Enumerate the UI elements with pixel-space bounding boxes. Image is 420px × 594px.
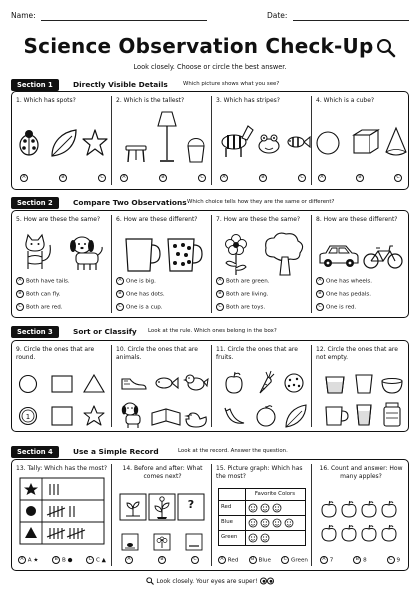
question-12 <box>312 341 408 431</box>
picture-graph <box>218 488 306 546</box>
cookie-icon <box>285 374 303 392</box>
option-b-circle[interactable]: B <box>116 290 124 298</box>
choice-c[interactable]: C <box>98 174 106 182</box>
question-8 <box>312 211 408 317</box>
choice-a-circle[interactable]: A <box>218 556 226 564</box>
bucket-icon <box>188 139 204 163</box>
eyes-icon <box>260 577 274 585</box>
section-3-tag: Section 3 <box>11 326 59 338</box>
choice-b-text: Blue <box>258 557 271 564</box>
magnifier-icon <box>376 38 396 58</box>
apple-icon <box>322 501 336 517</box>
choice-red[interactable] <box>218 556 238 564</box>
choice-b[interactable]: B <box>158 556 166 564</box>
choice-b-circle[interactable]: B <box>52 556 60 564</box>
choice-b-circle[interactable]: B <box>353 556 361 564</box>
choice-c[interactable]: C <box>298 174 306 182</box>
question-16-text: 16. Count and answer: How many apples? <box>319 465 403 480</box>
section-4-title: Use a Simple Record <box>73 447 159 456</box>
option-b[interactable] <box>216 290 268 299</box>
question-14 <box>112 460 211 570</box>
apple-group <box>320 498 402 544</box>
choice-a-circle[interactable]: A <box>18 556 26 564</box>
question-13-text: 13. Tally: Which has the most? <box>16 465 108 472</box>
question-10-pictures <box>120 373 208 429</box>
graph-row-label: Red <box>221 504 232 510</box>
option-c[interactable] <box>216 303 265 312</box>
option-b-text: One has dots. <box>126 291 165 298</box>
ladybug-icon <box>20 130 38 155</box>
triangle-icon <box>84 375 104 392</box>
choice-c-text: C ▲ <box>96 557 106 564</box>
cat-icon <box>26 235 50 269</box>
book-icon <box>152 409 180 425</box>
box-icon <box>52 407 72 425</box>
apple-icon <box>362 525 376 541</box>
name-date-row <box>11 11 409 25</box>
tree-icon <box>266 233 303 275</box>
choice-a[interactable]: A <box>120 174 128 182</box>
option-c[interactable] <box>116 303 163 312</box>
question-10 <box>112 341 211 431</box>
bird-icon <box>183 375 208 390</box>
question-1-choices <box>20 174 106 182</box>
page-subtitle: Look closely. Choose or circle the best answer. <box>133 63 287 71</box>
question-12-text: 12. Circle the ones that are not empty. <box>316 346 398 361</box>
bicycle-icon <box>364 246 402 268</box>
question-6-pictures <box>122 235 204 273</box>
section-4-hint: Look at the record. Answer the question. <box>178 448 288 454</box>
choice-a[interactable]: A <box>125 556 133 564</box>
choice-b-text: B ● <box>61 557 73 564</box>
name-label: Name: <box>11 11 36 20</box>
shoe-icon <box>122 379 146 389</box>
date-line[interactable] <box>293 20 409 21</box>
option-a-circle[interactable]: A <box>216 277 224 285</box>
question-1 <box>12 92 111 189</box>
question-4-choices <box>318 174 402 182</box>
sequence-answer-pictures <box>122 534 202 552</box>
section-2-tag: Section 2 <box>11 197 59 209</box>
option-a-text: Both have tails. <box>26 278 70 285</box>
question-2-text: 2. Which is the tallest? <box>116 97 185 104</box>
square-icon <box>52 376 72 392</box>
circle-icon <box>20 376 37 393</box>
choice-b[interactable]: B <box>59 174 67 182</box>
option-a-text: One is big. <box>126 278 156 285</box>
fish-icon <box>156 378 178 388</box>
choice-c-text: 9 <box>396 557 400 564</box>
option-a-circle[interactable]: A <box>16 277 24 285</box>
apple-icon <box>322 525 336 541</box>
bowl-icon <box>382 379 402 394</box>
question-13 <box>12 460 111 570</box>
choice-b[interactable]: B <box>356 174 364 182</box>
choice-b[interactable]: B <box>259 174 267 182</box>
question-3-choices <box>220 174 306 182</box>
dog-icon <box>122 403 140 428</box>
option-c-circle[interactable]: C <box>16 303 24 311</box>
option-c-text: One is red. <box>326 304 357 311</box>
option-b[interactable] <box>16 290 60 299</box>
page-title-text: Science Observation Check-Up <box>23 34 374 58</box>
footer <box>0 577 420 585</box>
car-icon <box>320 246 358 267</box>
question-3-text: 3. Which has stripes? <box>216 97 280 104</box>
question-2-choices <box>120 174 206 182</box>
page-title <box>0 34 420 58</box>
choice-a-text: 7 <box>329 557 334 564</box>
choice-a[interactable]: A <box>318 174 326 182</box>
banana-icon <box>225 408 244 423</box>
section-1-header <box>11 79 409 91</box>
question-4-text: 4. Which is a cube? <box>316 97 375 104</box>
cube-icon <box>354 130 378 153</box>
apple-icon <box>342 525 356 541</box>
puppy-icon <box>70 237 102 270</box>
option-c-text: One is a cup. <box>126 304 163 311</box>
option-b-circle[interactable]: B <box>316 290 324 298</box>
tally-chart <box>20 478 104 546</box>
stool-icon <box>126 146 146 162</box>
circle-shape-icon <box>317 132 339 154</box>
question-3 <box>212 92 311 189</box>
choice-c-circle[interactable]: C <box>387 556 395 564</box>
section-1-tag: Section 1 <box>11 79 59 91</box>
question-8-text: 8. How are these different? <box>316 216 398 223</box>
apple-icon <box>382 501 396 517</box>
question-4 <box>312 92 408 189</box>
option-b-circle[interactable]: B <box>16 290 24 298</box>
cone-icon <box>386 128 406 155</box>
choice-blue[interactable] <box>249 556 271 564</box>
question-7 <box>212 211 311 317</box>
jar-icon <box>384 403 400 426</box>
question-9-pictures <box>18 375 106 427</box>
flower-icon <box>226 235 247 276</box>
empty-mug-icon <box>326 407 348 425</box>
option-b-text: One has pedals. <box>326 291 372 298</box>
coin-icon <box>20 408 37 425</box>
question-11 <box>212 341 311 431</box>
option-c-circle[interactable]: C <box>116 303 124 311</box>
floor-lamp-icon <box>158 112 176 161</box>
choice-8[interactable] <box>353 556 366 564</box>
section-2-header <box>11 197 409 209</box>
carrot-icon <box>260 371 274 393</box>
apple-icon <box>342 501 356 517</box>
option-c-circle[interactable]: C <box>316 303 324 311</box>
apple-icon <box>362 501 376 517</box>
question-7-pictures <box>222 231 306 275</box>
empty-glass-icon <box>356 375 372 393</box>
option-c-text: Both are red. <box>26 304 63 311</box>
option-a-text: Both are green. <box>226 278 270 285</box>
smiley-marks <box>247 501 305 546</box>
option-a[interactable] <box>116 277 156 286</box>
section-4-tag: Section 4 <box>11 446 59 458</box>
choice-c-text: Green <box>291 557 308 564</box>
option-a[interactable] <box>16 277 70 286</box>
starfish-icon <box>83 130 107 155</box>
choice-c-circle[interactable]: C <box>281 556 289 564</box>
question-10-text: 10. Circle the ones that are animals. <box>116 346 198 361</box>
svg-text:1: 1 <box>25 413 31 421</box>
section-4-box <box>11 459 409 571</box>
choice-b-circle[interactable]: B <box>249 556 257 564</box>
choice-a[interactable]: A <box>20 174 28 182</box>
choice-c-circle[interactable]: C <box>86 556 94 564</box>
section-2-title: Compare Two Observations <box>73 198 187 207</box>
question-3-pictures <box>220 124 308 158</box>
section-3-box <box>11 340 409 432</box>
duck-icon <box>184 413 206 427</box>
apple-icon <box>226 372 242 393</box>
choice-7[interactable] <box>320 556 333 564</box>
option-a-circle[interactable]: A <box>316 277 324 285</box>
graph-row-label: Blue <box>221 519 233 525</box>
section-2-hint: Which choice tells how they are the same or different? <box>187 199 335 205</box>
question-2 <box>112 92 211 189</box>
choice-9[interactable] <box>387 556 400 564</box>
section-3-header <box>11 326 409 338</box>
question-13-choices <box>18 556 106 564</box>
question-11-text: 11. Circle the ones that are fruits. <box>216 346 298 361</box>
choice-c[interactable]: C <box>394 174 402 182</box>
option-a-circle[interactable]: A <box>116 277 124 285</box>
choice-triangle[interactable] <box>86 556 106 564</box>
dot-icon <box>26 506 36 516</box>
choice-dot[interactable] <box>52 556 72 564</box>
footer-text: Look closely. Your eyes are super! <box>156 578 258 585</box>
choice-green[interactable] <box>281 556 308 564</box>
choice-a-text: Red <box>227 557 239 564</box>
question-6 <box>112 211 211 317</box>
option-c-circle[interactable]: C <box>216 303 224 311</box>
option-c-text: Both are toys. <box>226 304 266 311</box>
question-5-text: 5. How are these the same? <box>16 216 101 223</box>
option-b-text: Both are living. <box>226 291 269 298</box>
full-bucket-icon <box>326 377 344 393</box>
apple-icon <box>382 525 396 541</box>
option-b[interactable] <box>316 290 371 299</box>
section-1-box <box>11 91 409 190</box>
question-15-choices <box>218 556 308 564</box>
question-15 <box>212 460 311 570</box>
question-9 <box>12 341 111 431</box>
option-b[interactable] <box>116 290 165 299</box>
zebra-icon <box>222 126 253 157</box>
star-icon <box>84 406 104 425</box>
section-3-hint: Look at the rule. Which ones belong in the box? <box>148 328 277 334</box>
full-glass-icon <box>357 405 371 425</box>
option-c[interactable] <box>316 303 356 312</box>
orange-icon <box>257 406 275 426</box>
option-a[interactable] <box>316 277 372 286</box>
dotted-cup-icon <box>168 239 202 271</box>
question-7-text: 7. How are these the same? <box>216 216 301 223</box>
frog-icon <box>259 135 279 153</box>
choice-a-text: A ★ <box>27 557 39 564</box>
question-16-choices <box>320 556 400 564</box>
question-6-text: 6. How are these different? <box>116 216 198 223</box>
section-1-hint: Which picture shows what you see? <box>183 81 280 87</box>
question-9-text: 9. Circle the ones that are round. <box>16 346 95 361</box>
section-4-header <box>11 446 409 458</box>
question-8-pictures <box>318 241 404 271</box>
magnifier-icon <box>146 577 154 585</box>
plain-cup-icon <box>126 239 160 271</box>
question-14-text: 14. Before and after: What comes next? <box>122 465 203 480</box>
leaf-icon <box>286 405 306 427</box>
date-label: Date: <box>267 11 288 20</box>
choice-b[interactable]: B <box>159 174 167 182</box>
question-14-choices <box>125 556 199 564</box>
name-line[interactable] <box>41 20 207 21</box>
question-2-pictures <box>124 112 204 162</box>
option-a[interactable] <box>216 277 270 286</box>
question-11-pictures <box>224 371 306 429</box>
question-16 <box>312 460 408 570</box>
question-mark: ? <box>187 498 195 511</box>
choice-a-circle[interactable]: A <box>320 556 328 564</box>
option-c[interactable] <box>16 303 63 312</box>
choice-a[interactable]: A <box>220 174 228 182</box>
section-1-title: Directly Visible Details <box>73 80 168 89</box>
choice-c[interactable]: C <box>198 174 206 182</box>
option-b-text: Both can fly. <box>26 291 61 298</box>
question-5-pictures <box>22 233 104 273</box>
question-1-pictures <box>16 128 108 158</box>
question-4-pictures <box>316 128 406 162</box>
question-5 <box>12 211 111 317</box>
question-15-text: 15. Picture graph: Which has the most? <box>216 465 303 480</box>
choice-star[interactable] <box>18 556 38 564</box>
option-b-circle[interactable]: B <box>216 290 224 298</box>
choice-b-text: 8 <box>363 557 367 564</box>
choice-c[interactable]: C <box>191 556 199 564</box>
question-12-pictures <box>324 373 402 429</box>
section-3-title: Sort or Classify <box>73 327 137 336</box>
leaf-icon <box>52 130 76 156</box>
graph-title: Favorite Colors <box>254 491 296 497</box>
fish-icon <box>288 137 310 147</box>
option-a-text: One has wheels. <box>326 278 373 285</box>
graph-row-label: Green <box>221 534 238 540</box>
section-2-box <box>11 210 409 318</box>
question-1-text: 1. Which has spots? <box>16 97 76 104</box>
